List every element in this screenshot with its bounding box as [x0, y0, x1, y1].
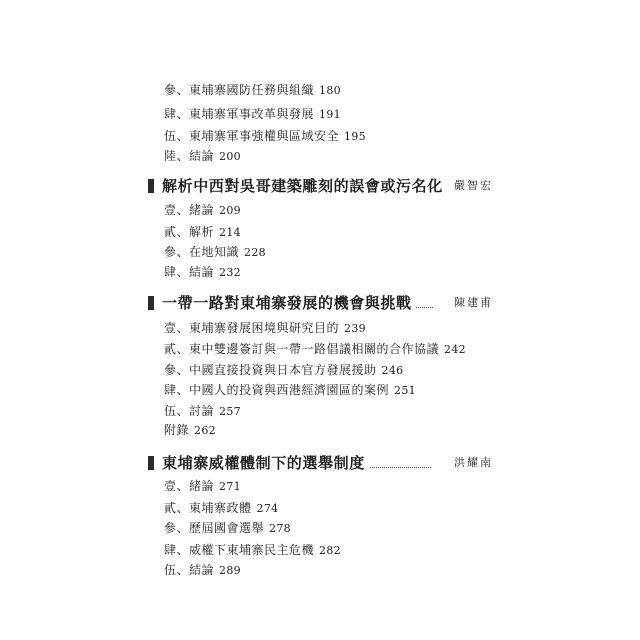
- toc-entry: 參、歷屆國會選舉 278: [164, 521, 291, 535]
- page-number: 195: [344, 130, 366, 143]
- chapter-author: 洪耀南: [454, 456, 493, 469]
- toc-entry: 伍、東埔寨軍事強權與區域安全 195: [164, 129, 366, 143]
- page-number: 180: [319, 84, 341, 97]
- toc-entry: 肆、東埔寨軍事改革與發展 191: [164, 107, 341, 121]
- page-number: 251: [394, 384, 416, 397]
- page-number: 209: [219, 204, 241, 217]
- toc-entry: 壹、緒論 271: [164, 479, 241, 493]
- toc-entry: 附錄 262: [164, 423, 216, 437]
- page-number: 257: [219, 405, 241, 418]
- page-number: 274: [256, 502, 279, 515]
- chapter-marker: [148, 179, 154, 193]
- chapter-title: 一帶一路對東埔寨發展的機會與挑戰: [162, 293, 416, 313]
- page-number: 282: [319, 544, 341, 557]
- page-number: 200: [219, 150, 241, 163]
- toc-entry: 參、在地知識 228: [164, 245, 266, 259]
- toc-entry: 陸、結論 200: [164, 149, 241, 163]
- toc-entry: 肆、結論 232: [164, 265, 241, 279]
- toc-entry: 壹、東埔寨發展困境與研究目的 239: [164, 321, 366, 335]
- chapter-heading: [148, 175, 493, 197]
- toc-entry: 參、東埔寨國防任務與組織 180: [164, 83, 341, 97]
- toc-entry: 參、中國直接投資與日本官方發展援助 246: [164, 363, 404, 377]
- page-number: 239: [344, 322, 366, 335]
- chapter-heading: [148, 452, 493, 474]
- page-number: 232: [219, 266, 241, 279]
- chapter-marker: [148, 296, 154, 310]
- page-number: 246: [381, 364, 404, 377]
- toc-entry: 伍、討論 257: [164, 404, 241, 418]
- toc-entry: 壹、緒論 209: [164, 203, 241, 217]
- page-number: 191: [319, 108, 341, 121]
- chapter-title: 解析中西對吳哥建築雕刻的誤會或污名化: [162, 176, 447, 196]
- chapter-author: 陳建甫: [454, 296, 493, 309]
- page-number: 228: [244, 246, 266, 259]
- toc-entry: 貳、東埔寨政體 274: [164, 501, 279, 515]
- page-number: 214: [219, 226, 241, 239]
- chapter-heading: [148, 292, 493, 314]
- toc-entry: 貳、東中雙邊簽訂與一帶一路倡議相關的合作協議 242: [164, 342, 466, 356]
- chapter-marker: [148, 456, 154, 470]
- toc-entry: 伍、結論 289: [164, 563, 241, 577]
- toc-entry: 貳、解析 214: [164, 225, 241, 239]
- page-number: 289: [219, 564, 241, 577]
- toc-entry: 肆、中國人的投資與西港經濟園區的案例 251: [164, 383, 416, 397]
- page-number: 271: [219, 480, 241, 493]
- chapter-title: 東埔寨威權體制下的選舉制度: [162, 453, 369, 473]
- page-number: 242: [444, 343, 466, 356]
- chapter-author: 嚴智宏: [454, 179, 493, 192]
- page-number: 262: [194, 424, 216, 437]
- page-number: 278: [269, 522, 291, 535]
- toc-entry: 肆、威權下東埔寨民主危機 282: [164, 543, 341, 557]
